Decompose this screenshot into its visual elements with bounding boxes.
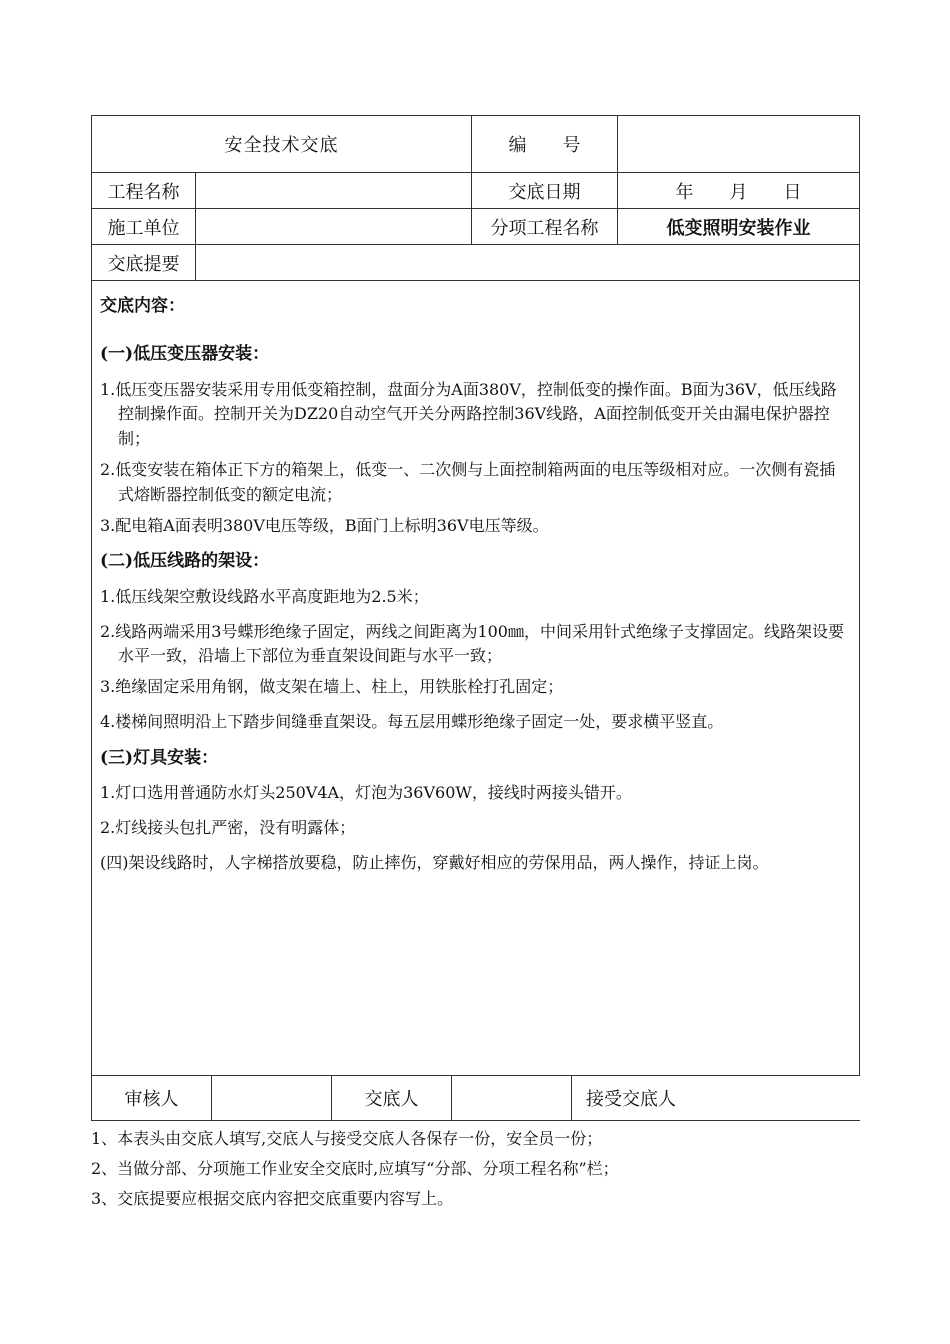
section1-item: 3.配电箱A面表明380V电压等级，B面门上标明36V电压等级。 [100,515,549,535]
date-field[interactable]: 年 月 日 [618,173,860,209]
section1-item: 2.低变安装在箱体正下方的箱架上，低变一、二次侧与上面控制箱两面的电压等级相对应。一次侧有瓷插式熔断器控制低变的额定电流； [100,460,836,504]
safety-disclosure-form [91,115,860,1121]
summary-field[interactable] [196,245,860,281]
section1-title: (一)低压变压器安装： [100,344,270,365]
unit-field[interactable] [196,209,472,245]
sub-project-label: 分项工程名称 [472,209,618,245]
project-name-label: 工程名称 [92,173,196,209]
section2-title: (二)低压线路的架设： [100,551,270,572]
section2-item: 1.低压线架空敷设线路水平高度距地为2.5米； [100,586,429,606]
content-heading: 交底内容： [100,296,185,316]
section3-item: 1.灯口选用普通防水灯头250V4A，灯泡为36V60W，接线时两接头错开。 [100,783,632,803]
receiver-label: 接受交底人 [572,1076,860,1121]
discloser-label: 交底人 [332,1076,452,1121]
section2-item: 4.楼梯间照明沿上下踏步间缝垂直架设。每五层用蝶形绝缘子固定一处，要求横平竖直。 [100,712,724,731]
footnote: 3、交底提要应根据交底内容把交底重要内容写上。 [91,1189,454,1208]
footnote: 1、本表头由交底人填写,交底人与接受交底人各保存一份，安全员一份； [91,1129,603,1148]
number-field[interactable] [618,116,860,173]
date-label: 交底日期 [472,173,618,209]
unit-label: 施工单位 [92,209,196,245]
project-name-field[interactable] [196,173,472,209]
footnote: 2、当做分部、分项施工作业安全交底时,应填写“分部、分项工程名称”栏； [91,1159,619,1178]
reviewer-field[interactable] [212,1076,332,1121]
form-title: 安全技术交底 [92,116,472,173]
number-label: 编 号 [472,116,618,173]
section3-item: 2.灯线接头包扎严密，没有明露体； [100,817,356,837]
section1-item: 1.低压变压器安装采用专用低变箱控制，盘面分为A面380V，控制低变的操作面。B面为36V，低压线路控制操作面。控制开关为DZ20自动空气开关分两路控制36V线路，A面控制低变开关由漏电保护器控制； [100,379,837,449]
sub-project-field[interactable]: 低变照明安装作业 [618,209,860,245]
reviewer-label: 审核人 [92,1076,212,1121]
disclosure-content [92,281,860,1076]
section3-title: (三)灯具安装： [100,747,219,768]
section4-text: (四)架设线路时，人字梯搭放要稳，防止摔伤，穿戴好相应的劳保用品，两人操作，持证上岗。 [100,852,769,872]
discloser-field[interactable] [452,1076,572,1121]
section2-item: 3.绝缘固定采用角钢，做支架在墙上、柱上，用铁胀栓打孔固定； [100,677,564,697]
footnotes [91,1124,619,1214]
section2-item: 2.线路两端采用3号蝶形绝缘子固定，两线之间距离为100㎜，中间采用针式绝缘子支撑固定。线路架设要水平一致，沿墙上下部位为垂直架设间距与水平一致； [100,621,844,666]
summary-label: 交底提要 [92,245,196,281]
